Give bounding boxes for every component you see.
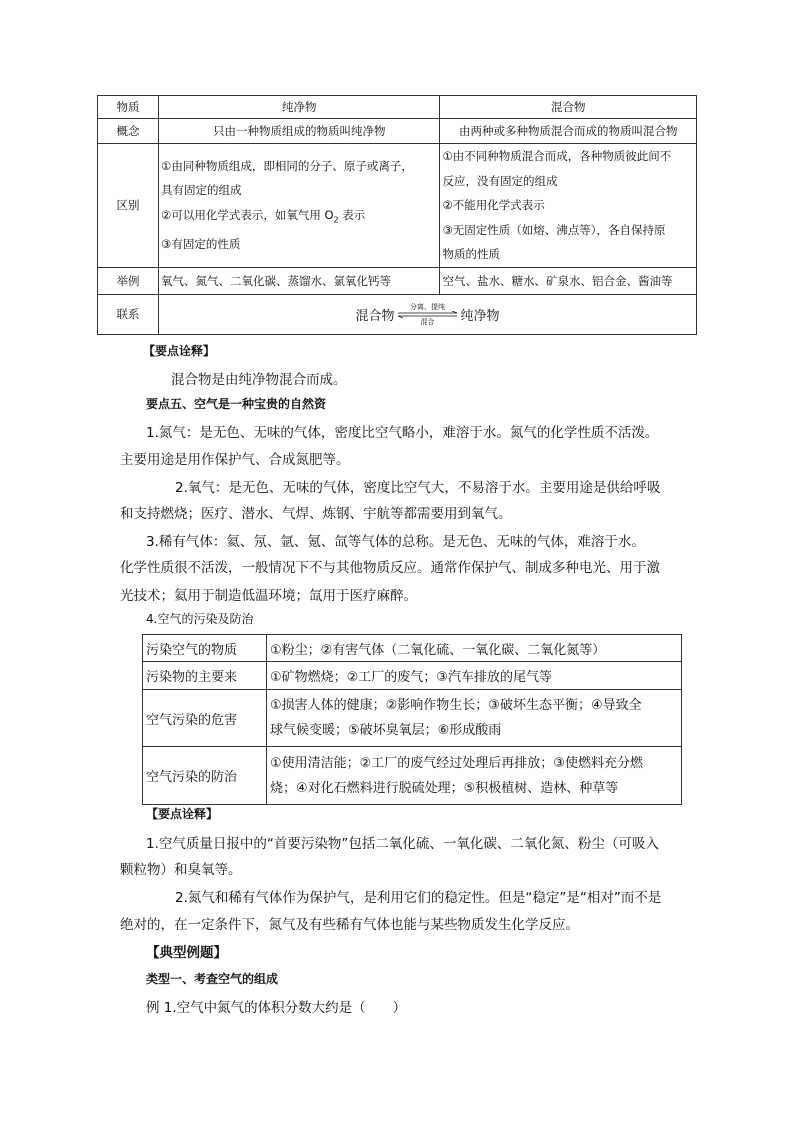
text-line-formula: [161, 203, 437, 233]
p3-line3: 光技术；氦用于制造低温环境；氙用于医疗麻醉。: [120, 588, 417, 604]
table-row-concept: [98, 119, 697, 144]
double-arrow-icon: [397, 311, 459, 318]
table-row-difference: [98, 144, 697, 268]
examples-heading: 【典型例题】: [146, 945, 227, 961]
row-content: [267, 747, 682, 805]
p3-line2: 化学性质很不活泼，一般情况下不与其他物质反应。通常作保护气、制成多种电光、用于激: [120, 560, 660, 576]
pure-vs-mixture-table: [97, 95, 697, 335]
note2-heading: 【要点诠释】: [146, 807, 219, 821]
text-line: ③无固定性质（如熔、沸点等），各自保持原: [442, 222, 666, 237]
relation-pure: 纯净物: [460, 308, 500, 324]
row-content: ①粉尘；②有害气体（二氧化硫、一氧化碳、二氧化氮等）: [267, 635, 682, 662]
relation-arrows: [397, 303, 459, 326]
text-line: 球气候变暖；⑤破坏臭氧层；⑥形成酸雨: [270, 723, 502, 738]
relation-mixture: 混合物: [355, 308, 395, 324]
text-line: 物质的性质: [442, 247, 500, 261]
p1-line2: 主要用途是用作保护气、合成氮肥等。: [120, 452, 350, 468]
note2-p1-line1: 1.空气质量日报中的“首要污染物”包括二氧化硫、一氧化碳、二氧化氮、粉尘（可吸入: [146, 836, 659, 852]
table-header-row: [98, 96, 697, 119]
row-content: [267, 690, 682, 747]
header-substance: 物质: [98, 96, 159, 119]
table-row: [143, 690, 682, 747]
question-1: 例 1.空气中氮气的体积分数大约是（ ）: [146, 1000, 407, 1016]
table-row: [143, 662, 682, 690]
formula-subscript: 2: [333, 214, 339, 224]
row-label: 空气污染的危害: [143, 690, 267, 747]
difference-mixture: [440, 144, 697, 268]
text-line: 烧；④对化石燃料进行脱硫处理；⑤积极植树、造林、种草等: [270, 780, 619, 796]
difference-pure: [159, 144, 440, 268]
type1-heading: 类型一、考查空气的组成: [146, 972, 279, 986]
text-line: ③有固定的性质: [161, 237, 241, 252]
formula-tail-text: 表示: [342, 207, 366, 222]
text-line: ①由不同种物质混合而成，各种物质彼此间不: [442, 149, 672, 163]
header-pure: 纯净物: [159, 96, 440, 119]
note1-heading: 【要点诠释】: [143, 344, 216, 358]
header-mixture: 混合物: [440, 96, 697, 119]
p2-line1: 2.氧气：是无色、无味的气体，密度比空气大，不易溶于水。主要用途是供给呼吸: [175, 480, 661, 496]
note2-p2-line1: 2.氮气和稀有气体作为保护气，是利用它们的稳定性。但是“稳定”是“相对”而不是: [175, 890, 662, 906]
text-line: 具有固定的组成: [161, 183, 242, 198]
row-label-relation: 联系: [98, 294, 159, 334]
row-content: ①矿物燃烧；②工厂的废气；③汽车排放的尾气等: [267, 662, 682, 690]
text-line: ①由同种物质组成，即相同的分子、原子或离子，: [161, 158, 413, 173]
examples-pure: 氧气、氮气、二氧化碳、蒸馏水、氯氧化钙等: [159, 267, 440, 294]
note1-text: 混合物是由纯净物混合而成。: [171, 372, 347, 388]
p1-line1: 1.氮气：是无色、无味的气体，密度比空气略小，难溶于水。氮气的化学性质不活泼。: [146, 425, 659, 441]
arrow-label-mix: 混合: [420, 317, 435, 326]
note2-p1-line2: 颗粒物）和臭氧等。: [120, 862, 242, 878]
p3-line1: 3.稀有气体：氦、氖、氩、氪、氙等气体的总称。是无色、无味的气体，难溶于水。: [146, 534, 645, 550]
row-label-difference: 区别: [98, 144, 159, 268]
arrow-label-separate: 分离、提纯: [410, 302, 445, 311]
concept-pure: 只由一种物质组成的物质叫纯净物: [159, 119, 440, 144]
row-label: 空气污染的防治: [143, 747, 267, 805]
row-label: 污染物的主要来: [143, 662, 267, 690]
row-label-concept: 概念: [98, 119, 159, 144]
formula-oxygen: O: [324, 207, 334, 222]
table-row-relation: [98, 294, 697, 334]
concept-mixture: 由两种或多种物质混合而成的物质叫混合物: [440, 119, 697, 144]
text-line: ②不能用化学式表示: [442, 198, 545, 212]
row-label-examples: 举例: [98, 267, 159, 294]
text-line: ①使用清洁能；②工厂的废气经过处理后再排放；③使燃料充分燃: [270, 755, 643, 771]
formula-lead-text: ②可以用化学式表示，如氧气用: [161, 207, 321, 222]
text-line: 反应，没有固定的组成: [442, 173, 558, 188]
p2-line2: 和支持燃烧；医疗、潜水、气焊、炼钢、宇航等都需要用到氧气。: [120, 506, 512, 522]
table-row-examples: [98, 267, 697, 294]
note2-p2-line2: 绝对的，在一定条件下，氮气及有些稀有气体也能与某些物质发生化学反应。: [120, 917, 579, 933]
row-label: 污染空气的物质: [143, 635, 267, 662]
relation-cell: [159, 294, 697, 334]
table-row: [143, 747, 682, 805]
section5-title: 要点五、空气是一种宝贵的自然资: [146, 397, 327, 411]
p4-heading: 4.空气的污染及防治: [146, 612, 254, 626]
text-line: ①损害人体的健康；②影响作物生长；③破坏生态平衡；④导致全: [270, 698, 642, 713]
relation-diagram: [161, 299, 694, 329]
table-row: [143, 635, 682, 662]
air-pollution-table: [142, 634, 682, 805]
examples-mixture: 空气、盐水、糖水、矿泉水、铝合金、酱油等: [440, 267, 697, 294]
